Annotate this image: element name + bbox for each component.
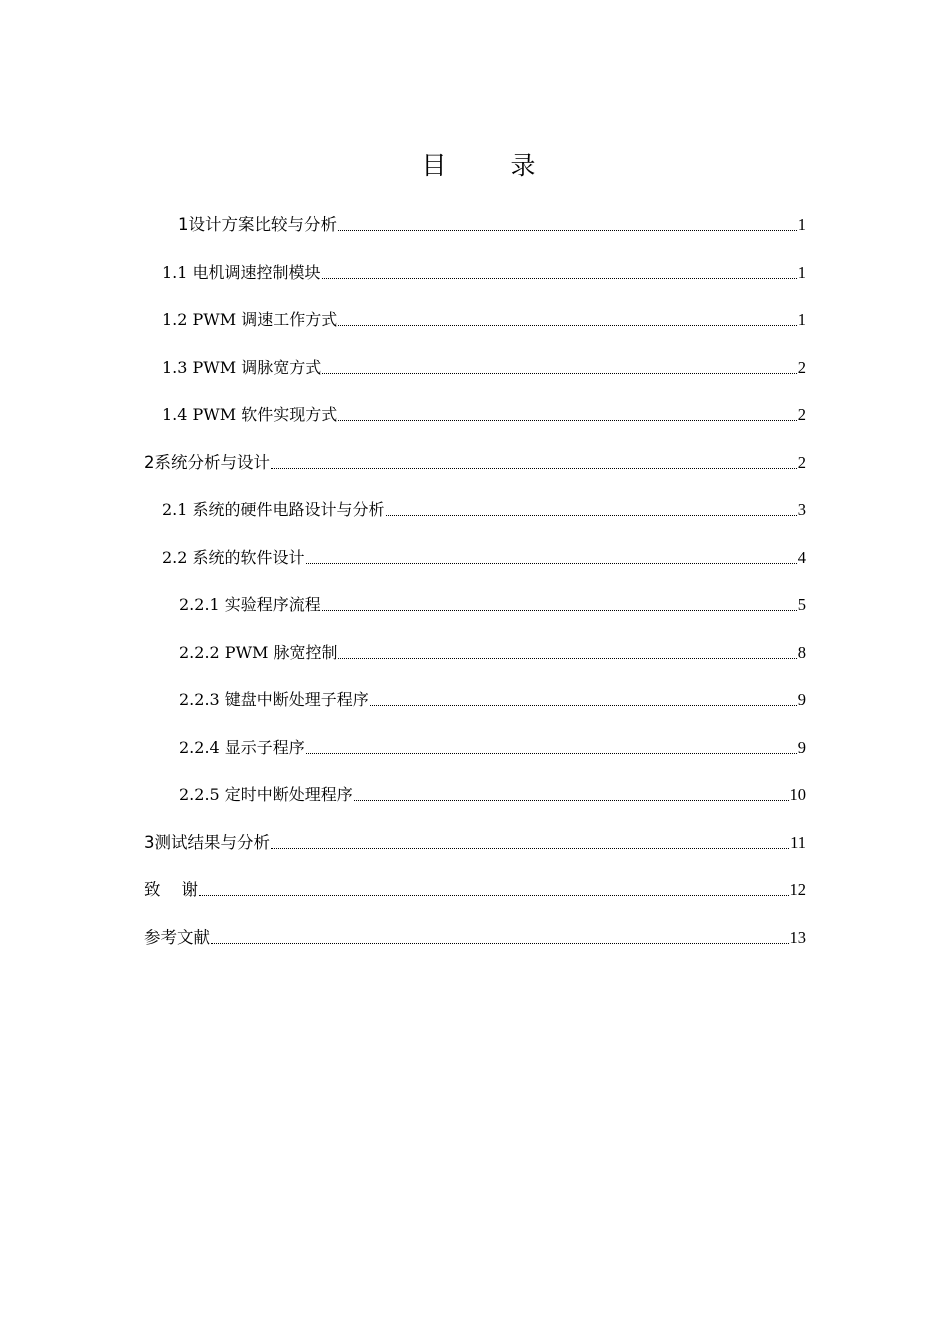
dot-leader [338, 658, 796, 659]
toc-entry-title: 2.2.1 实验程序流程 [179, 595, 321, 614]
dot-leader [338, 325, 797, 326]
toc-entry-title: 2.2.5 定时中断处理程序 [179, 785, 353, 804]
toc-entry[interactable] [162, 495, 806, 521]
dot-leader [338, 420, 797, 421]
toc-entry-title: 2.1 系统的硬件电路设计与分析 [162, 500, 385, 519]
toc-entry[interactable] [162, 353, 806, 379]
toc-entry[interactable] [179, 733, 806, 759]
toc-entry[interactable] [144, 448, 806, 474]
toc-entry[interactable] [144, 923, 806, 949]
toc-entry-title: 参考文献 [144, 928, 210, 947]
dot-leader [211, 943, 789, 944]
toc-entry-page: 11 [790, 833, 806, 852]
toc-entry-title: 1.1 电机调速控制模块 [162, 263, 321, 282]
toc-entry[interactable] [162, 543, 806, 569]
toc-entry-title: 2.2.2 PWM 脉宽控制 [179, 643, 338, 662]
toc-entry-page: 12 [789, 880, 806, 899]
dot-leader [306, 753, 797, 754]
toc-entry-title: 3测试结果与分析 [144, 833, 270, 852]
toc-entry-title: 1.3 PWM 调脉宽方式 [162, 358, 322, 377]
toc-entry-page: 2 [797, 358, 806, 377]
dot-leader [354, 800, 789, 801]
toc-entry-title: 1.4 PWM 软件实现方式 [162, 405, 338, 424]
dot-leader [386, 515, 797, 516]
dot-leader [199, 895, 789, 896]
toc-entry-page: 1 [797, 310, 806, 329]
toc-entry-page: 2 [797, 453, 806, 472]
toc-title: 目 录 [421, 151, 564, 180]
dot-leader [322, 278, 797, 279]
toc-entry-page: 2 [797, 405, 806, 424]
toc-entry[interactable] [162, 258, 806, 284]
dot-leader [338, 230, 797, 231]
toc-entry[interactable] [144, 875, 806, 901]
toc-entry-title: 2系统分析与设计 [144, 453, 270, 472]
toc-entry-page: 9 [797, 738, 806, 757]
toc-entry-page: 13 [789, 928, 806, 947]
toc-entry[interactable] [162, 400, 806, 426]
dot-leader [322, 373, 797, 374]
toc-entry-page: 8 [797, 643, 806, 662]
toc-entry-page: 4 [797, 548, 806, 567]
toc-entry-title: 2.2.4 显示子程序 [179, 738, 305, 757]
toc-entry[interactable] [179, 590, 806, 616]
toc-entry-title: 致 谢 [144, 880, 198, 899]
toc-entry-page: 3 [797, 500, 806, 519]
toc-entry-title: 2.2 系统的软件设计 [162, 548, 305, 567]
dot-leader [271, 848, 789, 849]
toc-entry-title: 1.2 PWM 调速工作方式 [162, 310, 338, 329]
dot-leader [306, 563, 797, 564]
toc-entry-page: 5 [797, 595, 806, 614]
toc-entry[interactable] [162, 305, 806, 331]
toc-entry[interactable] [179, 638, 806, 664]
toc-entry[interactable] [178, 210, 806, 236]
toc-entry[interactable] [179, 685, 806, 711]
toc-entry-title: 1设计方案比较与分析 [178, 215, 337, 234]
dot-leader [322, 610, 797, 611]
toc-entry[interactable] [179, 780, 806, 806]
dot-leader [370, 705, 797, 706]
toc-entry-page: 9 [797, 690, 806, 709]
toc-entry-page: 10 [789, 785, 806, 804]
toc-entry-page: 1 [797, 215, 806, 234]
toc-entry[interactable] [144, 828, 806, 854]
dot-leader [271, 468, 797, 469]
toc-entry-page: 1 [797, 263, 806, 282]
toc-entry-title: 2.2.3 键盘中断处理子程序 [179, 690, 369, 709]
